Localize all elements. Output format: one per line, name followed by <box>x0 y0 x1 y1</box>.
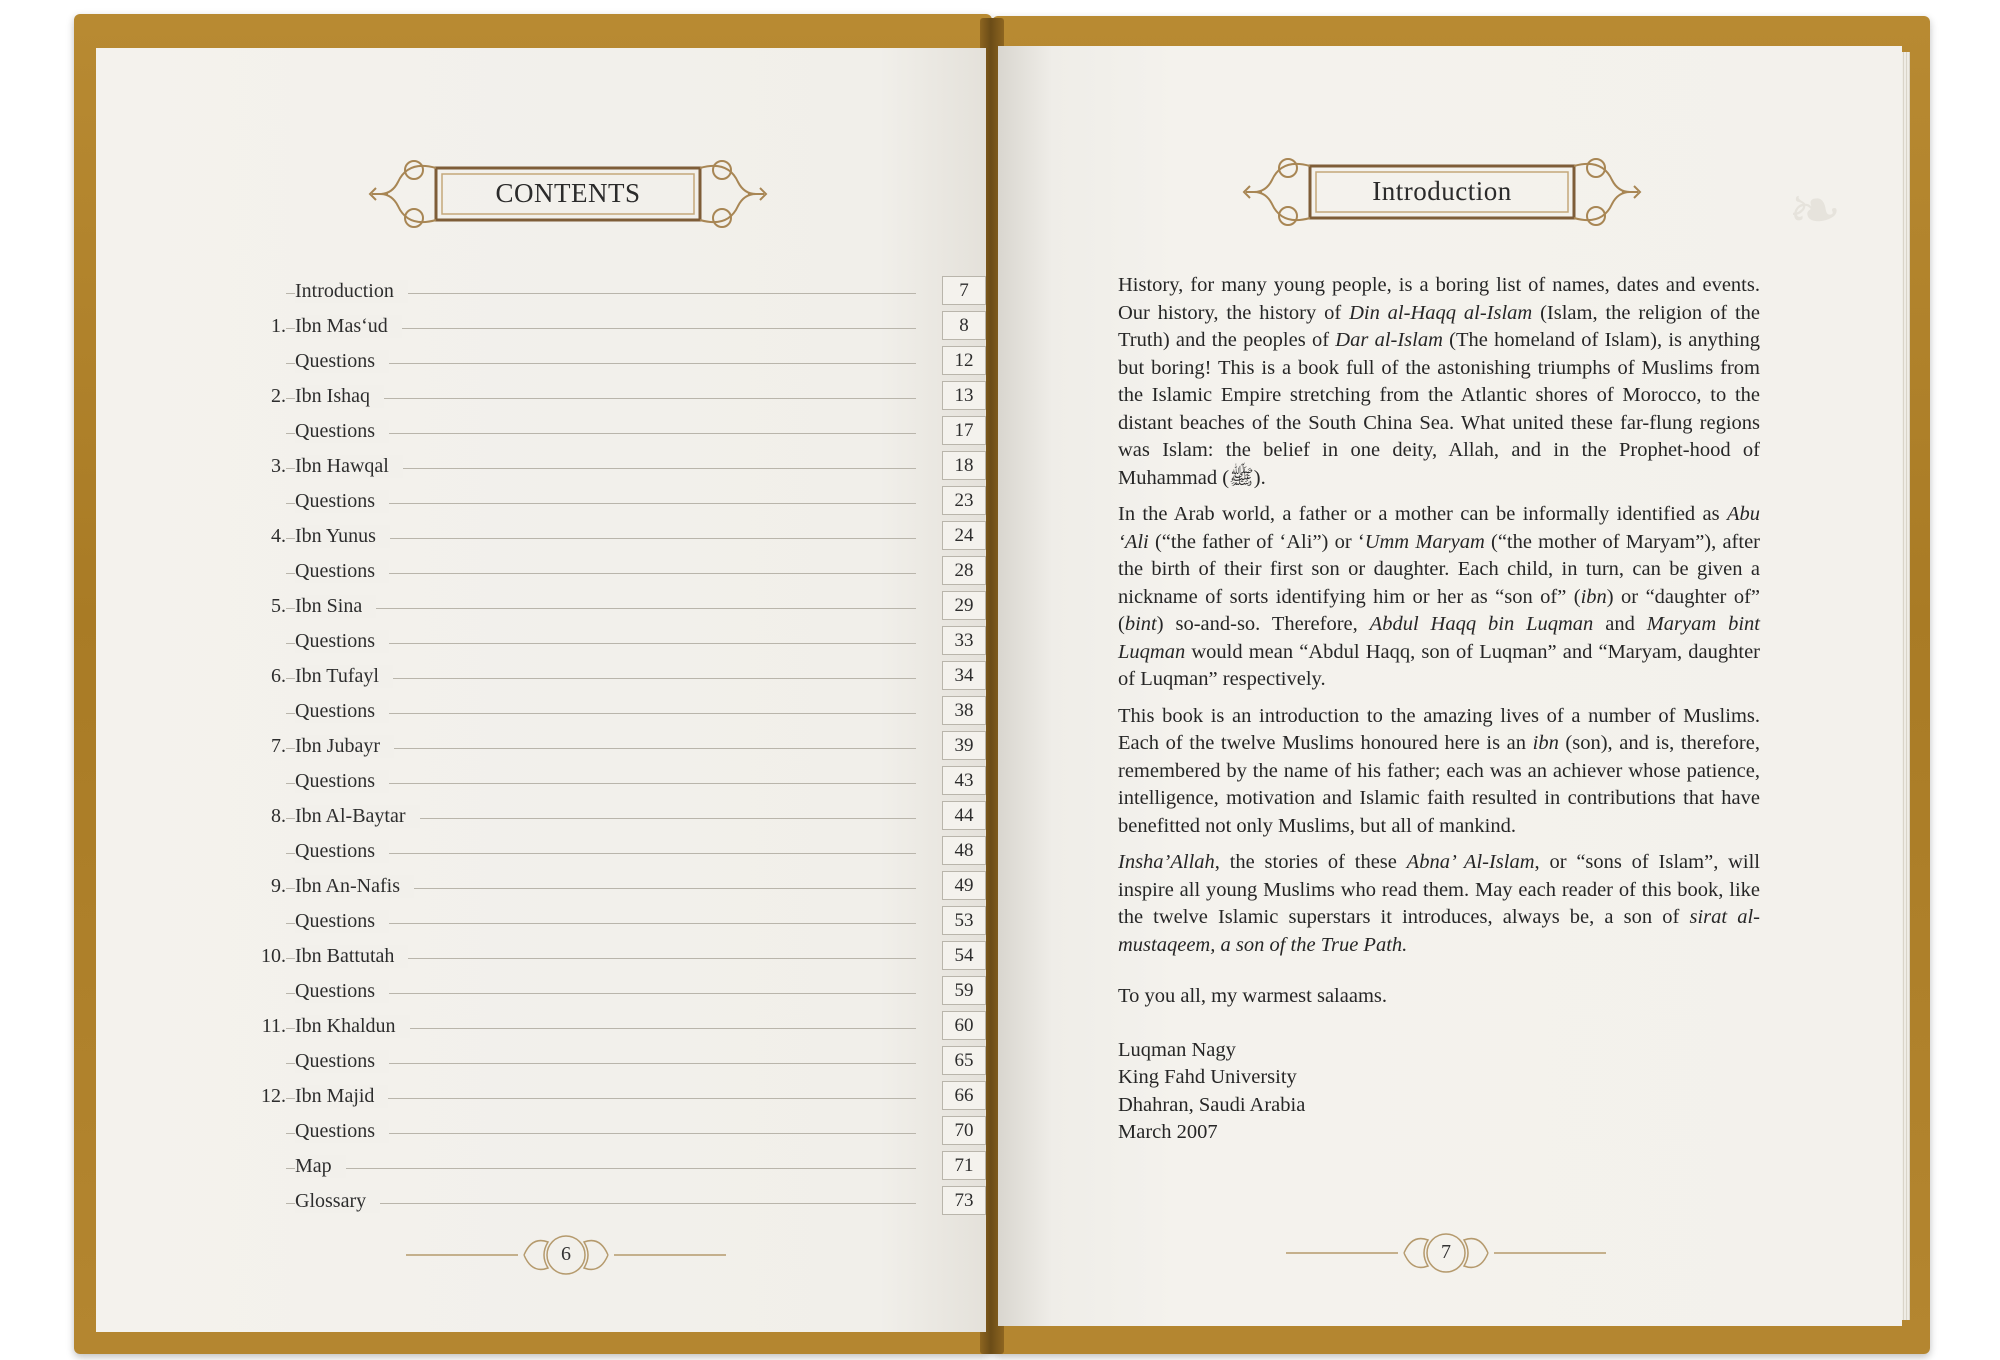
toc-entry-number: 6. <box>271 665 286 687</box>
toc-entry-page: 13 <box>942 381 986 410</box>
toc-entry-label: Questions <box>295 980 389 1003</box>
italic-term: sirat al-mustaqeem, a son of the True Path. <box>1118 906 1761 956</box>
toc-entry-label: Questions <box>295 560 389 583</box>
toc-entry <box>246 309 986 344</box>
toc-entry <box>246 1114 986 1149</box>
toc-entry <box>246 379 986 414</box>
text-run: and <box>1593 613 1647 635</box>
text-run: ) or “daughter of” ( <box>1118 585 1760 635</box>
page-number: 6 <box>561 1243 571 1265</box>
toc-entry <box>246 694 986 729</box>
signature-block <box>1118 1037 1760 1147</box>
toc-entry-page: 38 <box>942 696 986 725</box>
toc-entry-page: 71 <box>942 1151 986 1180</box>
italic-term: Dar al-Islam <box>1335 329 1443 351</box>
toc-entry-page: 29 <box>942 591 986 620</box>
italic-term: ibn <box>1532 732 1559 754</box>
toc-entry <box>246 869 986 904</box>
toc-entry-page: 8 <box>942 311 986 340</box>
signature-location: Dhahran, Saudi Arabia <box>1118 1093 1306 1116</box>
toc-entry <box>246 1184 986 1219</box>
text-run: , or “sons of Islam”, will inspire all young Muslims who read them. May each reader of this book, like the twelve Islamic superstars it introduces, always be, a son of <box>1118 851 1761 928</box>
text-run: In the Arab world, a father or a mother can be informally identified as <box>1118 503 1727 525</box>
toc-entry-label: Ibn An-Nafis <box>295 875 414 898</box>
introduction-cartouche <box>1242 146 1642 238</box>
toc-entry-label: Glossary <box>295 1190 380 1213</box>
text-run: would mean “Abdul Haqq, son of Luqman” and “Maryam, daughter of Luqman” respectively. <box>1118 640 1760 690</box>
toc-entry-number: 10. <box>261 945 286 967</box>
toc-entry-number: 11. <box>261 1015 286 1037</box>
toc-entry-label: Ibn Majid <box>295 1085 388 1108</box>
signature-date: March 2007 <box>1118 1121 1218 1143</box>
toc-entry-label: Questions <box>295 1050 389 1073</box>
signature-institution: King Fahd University <box>1118 1066 1297 1088</box>
toc-entry-number: 5. <box>271 595 286 617</box>
toc-leader-line <box>286 608 916 609</box>
intro-paragraph-1 <box>1118 272 1760 492</box>
text-run: , the stories of these <box>1214 851 1407 873</box>
italic-term: Umm Maryam <box>1364 530 1485 553</box>
text-run: History, for many young people, is a boring list of names, dates and events. Our history, the history of <box>1118 274 1760 324</box>
toc-entry-label: Questions <box>295 350 389 373</box>
toc-entry-number: 3. <box>271 455 286 477</box>
toc-entry-label: Questions <box>295 490 389 513</box>
toc-entry <box>246 624 986 659</box>
toc-entry <box>246 974 986 1009</box>
toc-entry-number: 1. <box>271 315 286 337</box>
contents-heading: CONTENTS <box>495 178 641 208</box>
text-run: (“the mother of Maryam”), after the birth of their first son or daughter. Each child, in turn, can be given a nickname of sorts identifying him or her as “son of” ( <box>1118 530 1760 608</box>
toc-entry-number: 9. <box>271 875 286 897</box>
toc-entry-label: Ibn Sina <box>295 595 376 618</box>
toc-entry-page: 70 <box>942 1116 986 1145</box>
intro-paragraph-3 <box>1118 703 1760 841</box>
text-run: (The homeland of Islam), is anything but boring! This is a book full of the astonishing triumphs of Muslims from the Islamic Empire stretching from the Atlantic shores of Morocco, to the distant beaches of the South China Sea. What united these far-flung regions was Islam: the belief in one deity, Allah, and in the Prophet-hood of Muhammad (ﷺ). <box>1118 329 1760 489</box>
toc-entry <box>246 449 986 484</box>
toc-entry-label: Ibn Hawqal <box>295 455 403 478</box>
toc-entry-label: Ibn Tufayl <box>295 665 393 688</box>
toc-entry-label: Map <box>295 1155 346 1178</box>
toc-entry-page: 59 <box>942 976 986 1005</box>
left-page <box>96 48 986 1332</box>
table-of-contents <box>246 274 986 1219</box>
toc-entry-page: 34 <box>942 661 986 690</box>
toc-entry-page: 53 <box>942 906 986 935</box>
toc-entry <box>246 1149 986 1184</box>
italic-term: Insha’Allah <box>1118 851 1215 873</box>
toc-entry <box>246 274 986 309</box>
text-run: ) so-and-so. Therefore, <box>1156 613 1370 635</box>
toc-entry-page: 18 <box>942 451 986 480</box>
italic-term: Abu ‘Ali <box>1118 503 1760 553</box>
toc-entry-label: Questions <box>295 630 389 653</box>
text-run: This book is an introduction to the amazing lives of a number of Muslims. Each of the twelve Muslims honoured here is an <box>1118 704 1760 754</box>
toc-entry-label: Ibn Jubayr <box>295 735 394 758</box>
introduction-text <box>1118 272 1760 1147</box>
toc-entry <box>246 904 986 939</box>
toc-entry <box>246 589 986 624</box>
toc-entry-label: Questions <box>295 770 389 793</box>
toc-entry-label: Questions <box>295 700 389 723</box>
toc-entry <box>246 1009 986 1044</box>
toc-entry-page: 73 <box>942 1186 986 1215</box>
text-run: (“the father of ‘Ali”) or ‘ <box>1148 530 1365 553</box>
toc-entry-page: 43 <box>942 766 986 795</box>
introduction-heading: Introduction <box>1372 176 1512 206</box>
toc-entry-page: 49 <box>942 871 986 900</box>
right-folio <box>1286 1228 1606 1278</box>
toc-entry-page: 23 <box>942 486 986 515</box>
intro-paragraph-4 <box>1118 849 1760 959</box>
toc-entry-page: 48 <box>942 836 986 865</box>
toc-entry <box>246 1044 986 1079</box>
toc-entry-label: Questions <box>295 840 389 863</box>
toc-entry <box>246 939 986 974</box>
toc-entry <box>246 414 986 449</box>
toc-entry-page: 44 <box>942 801 986 830</box>
toc-entry-label: Ibn Khaldun <box>295 1015 410 1038</box>
left-folio <box>406 1230 726 1280</box>
toc-entry <box>246 554 986 589</box>
toc-entry-page: 28 <box>942 556 986 585</box>
toc-entry-page: 65 <box>942 1046 986 1075</box>
text-run: (son), and is, therefore, remembered by the name of his father; each was an achiever whose patience, intelligence, motivation and Islamic faith resulted in contributions that have benefitted not only Muslims, but all of mankind. <box>1118 732 1760 837</box>
toc-leader-line <box>286 1168 916 1169</box>
italic-term: ibn <box>1580 585 1607 608</box>
toc-entry-page: 17 <box>942 416 986 445</box>
toc-leader-line <box>286 1203 916 1204</box>
toc-entry-page: 7 <box>942 276 986 305</box>
show-through-mark: ❧ <box>1788 174 1842 248</box>
closing-line: To you all, my warmest salaams. <box>1118 985 1387 1007</box>
italic-term: Abdul Haqq bin Luqman <box>1369 613 1594 635</box>
italic-term: Din al-Haqq al-Islam <box>1349 301 1533 324</box>
contents-cartouche <box>368 148 768 240</box>
toc-entry-label: Ibn Battutah <box>295 945 408 968</box>
toc-entry-page: 39 <box>942 731 986 760</box>
toc-entry-label: Ibn Al-Baytar <box>295 805 420 828</box>
toc-entry-label: Ibn Yunus <box>295 525 390 548</box>
toc-entry-label: Ibn Mas‘ud <box>295 315 402 338</box>
toc-entry <box>246 799 986 834</box>
toc-entry <box>246 834 986 869</box>
intro-paragraph-2 <box>1118 501 1760 694</box>
toc-entry <box>246 659 986 694</box>
toc-entry <box>246 344 986 379</box>
toc-entry-label: Ibn Ishaq <box>295 385 384 408</box>
toc-entry-number: 2. <box>271 385 286 407</box>
signature-name: Luqman Nagy <box>1118 1038 1236 1061</box>
toc-entry-page: 24 <box>942 521 986 550</box>
toc-entry-page: 12 <box>942 346 986 375</box>
toc-entry-page: 54 <box>942 941 986 970</box>
italic-term: Maryam bint Luqman <box>1118 613 1760 663</box>
toc-entry-label: Introduction <box>295 280 408 303</box>
toc-entry-label: Questions <box>295 1120 389 1143</box>
toc-entry-page: 33 <box>942 626 986 655</box>
right-page <box>998 46 1902 1326</box>
toc-entry-number: 8. <box>271 805 286 827</box>
page-number: 7 <box>1441 1241 1451 1263</box>
toc-entry <box>246 484 986 519</box>
toc-entry <box>246 1079 986 1114</box>
toc-entry-page: 66 <box>942 1081 986 1110</box>
toc-entry-label: Questions <box>295 420 389 443</box>
toc-entry-number: 7. <box>271 735 286 757</box>
italic-term: Abna’ Al-Islam <box>1406 851 1535 873</box>
toc-entry <box>246 729 986 764</box>
toc-entry <box>246 519 986 554</box>
text-run: (Islam, the religion of the Truth) and the peoples of <box>1118 301 1761 351</box>
toc-entry-number: 4. <box>271 525 286 547</box>
toc-entry-label: Questions <box>295 910 389 933</box>
italic-term: bint <box>1124 613 1157 635</box>
toc-entry-page: 60 <box>942 1011 986 1040</box>
toc-entry <box>246 764 986 799</box>
toc-entry-number: 12. <box>261 1085 286 1107</box>
